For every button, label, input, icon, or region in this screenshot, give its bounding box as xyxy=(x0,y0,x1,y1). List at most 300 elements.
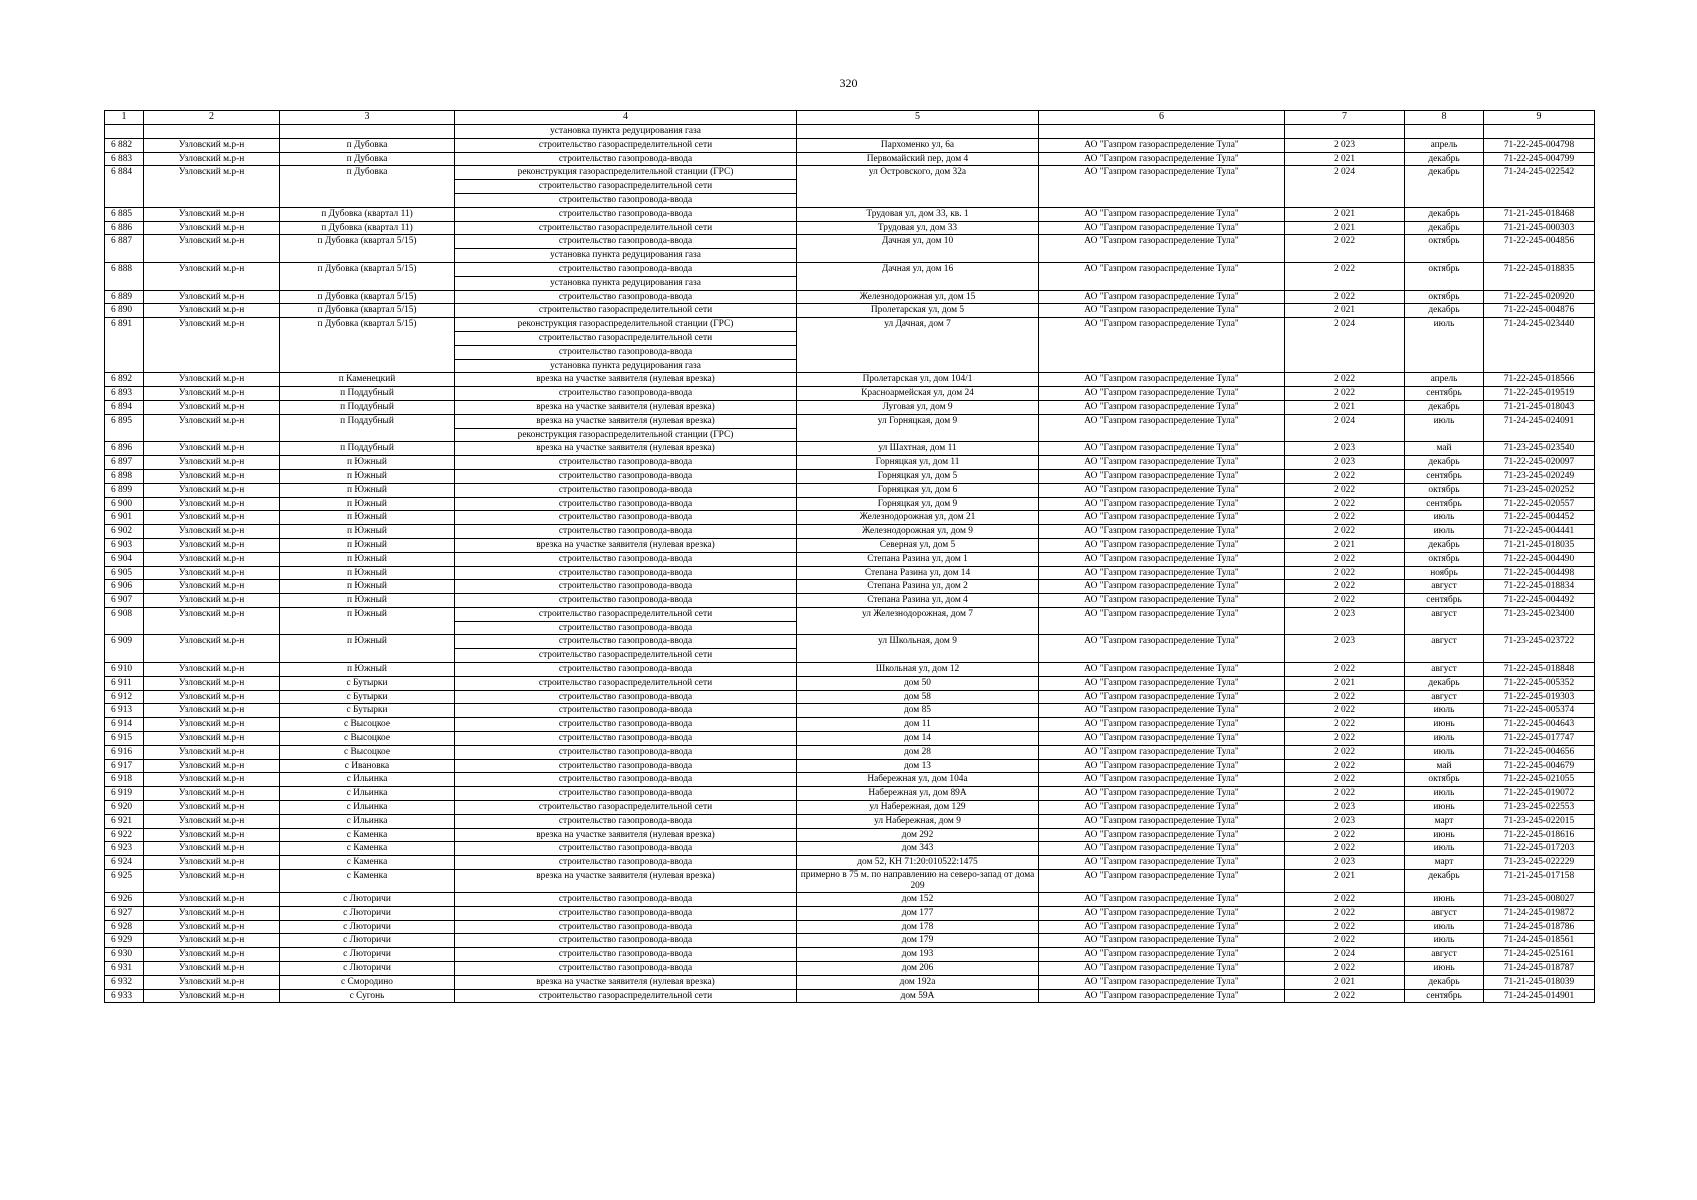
district-cell: Узловский м.р-н xyxy=(144,290,280,304)
code-cell: 71-22-245-004679 xyxy=(1484,759,1595,773)
code-cell: 71-22-245-021055 xyxy=(1484,773,1595,787)
record-number: 6 916 xyxy=(105,745,144,759)
locality-cell: п Дубовка xyxy=(280,166,455,207)
table-row xyxy=(105,607,1595,621)
month-cell: сентябрь xyxy=(1405,497,1484,511)
work-type-cell: строительство газопровода-ввода xyxy=(455,387,797,401)
record-number: 6 923 xyxy=(105,842,144,856)
month-cell: декабрь xyxy=(1405,676,1484,690)
work-type-cell: строительство газопровода-ввода xyxy=(455,920,797,934)
year-cell: 2 022 xyxy=(1285,525,1405,539)
district-cell: Узловский м.р-н xyxy=(144,948,280,962)
year-cell: 2 022 xyxy=(1285,511,1405,525)
record-number: 6 903 xyxy=(105,538,144,552)
work-type-cell: строительство газопровода-ввода xyxy=(455,814,797,828)
district-cell: Узловский м.р-н xyxy=(144,414,280,442)
code-cell: 71-24-245-018787 xyxy=(1484,962,1595,976)
address-cell: Луговая ул, дом 9 xyxy=(797,400,1039,414)
month-cell xyxy=(1405,125,1484,139)
address-cell: Горняцкая ул, дом 11 xyxy=(797,456,1039,470)
month-cell: июль xyxy=(1405,745,1484,759)
table-row xyxy=(105,635,1595,649)
district-cell: Узловский м.р-н xyxy=(144,828,280,842)
record-number: 6 901 xyxy=(105,511,144,525)
organization-cell: АО "Газпром газораспределение Тула" xyxy=(1039,387,1285,401)
record-number: 6 931 xyxy=(105,962,144,976)
organization-cell: АО "Газпром газораспределение Тула" xyxy=(1039,842,1285,856)
address-cell: Степана Разина ул, дом 2 xyxy=(797,580,1039,594)
locality-cell: п Дубовка xyxy=(280,138,455,152)
month-cell: май xyxy=(1405,442,1484,456)
work-type-cell: строительство газопровода-ввода xyxy=(455,193,797,207)
address-cell: ул Островского, дом 32а xyxy=(797,166,1039,207)
month-cell: июнь xyxy=(1405,962,1484,976)
work-type-cell: строительство газораспределительной сети xyxy=(455,989,797,1003)
table-row xyxy=(105,842,1595,856)
code-cell: 71-22-245-004498 xyxy=(1484,566,1595,580)
locality-cell: с Каменка xyxy=(280,870,455,893)
work-type-cell: строительство газораспределительной сети xyxy=(455,676,797,690)
year-cell: 2 022 xyxy=(1285,906,1405,920)
year-cell: 2 024 xyxy=(1285,166,1405,207)
code-cell: 71-22-245-020097 xyxy=(1484,456,1595,470)
year-cell: 2 021 xyxy=(1285,207,1405,221)
year-cell: 2 024 xyxy=(1285,948,1405,962)
address-cell: Железнодорожная ул, дом 9 xyxy=(797,525,1039,539)
year-cell: 2 022 xyxy=(1285,690,1405,704)
month-cell: сентябрь xyxy=(1405,469,1484,483)
locality-cell: п Дубовка (квартал 5/15) xyxy=(280,290,455,304)
locality-cell: п Южный xyxy=(280,552,455,566)
work-type-cell: строительство газопровода-ввода xyxy=(455,152,797,166)
month-cell: декабрь xyxy=(1405,975,1484,989)
table-row xyxy=(105,483,1595,497)
month-cell: декабрь xyxy=(1405,166,1484,207)
record-number: 6 911 xyxy=(105,676,144,690)
address-cell: Трудовая ул, дом 33 xyxy=(797,221,1039,235)
year-cell xyxy=(1285,125,1405,139)
district-cell: Узловский м.р-н xyxy=(144,152,280,166)
month-cell: сентябрь xyxy=(1405,387,1484,401)
organization-cell: АО "Газпром газораспределение Тула" xyxy=(1039,483,1285,497)
work-type-cell: врезка на участке заявителя (нулевая врезка) xyxy=(455,373,797,387)
month-cell: июль xyxy=(1405,842,1484,856)
table-row xyxy=(105,538,1595,552)
code-cell: 71-23-245-022015 xyxy=(1484,814,1595,828)
year-cell: 2 022 xyxy=(1285,469,1405,483)
work-type-cell: врезка на участке заявителя (нулевая врезка) xyxy=(455,442,797,456)
code-cell: 71-21-245-018035 xyxy=(1484,538,1595,552)
code-cell: 71-22-245-004656 xyxy=(1484,745,1595,759)
district-cell: Узловский м.р-н xyxy=(144,759,280,773)
year-cell: 2 023 xyxy=(1285,801,1405,815)
code-cell: 71-24-245-018561 xyxy=(1484,934,1595,948)
organization-cell: АО "Газпром газораспределение Тула" xyxy=(1039,373,1285,387)
record-number: 6 904 xyxy=(105,552,144,566)
code-cell: 71-24-245-022542 xyxy=(1484,166,1595,207)
record-number: 6 884 xyxy=(105,166,144,207)
work-type-cell: строительство газопровода-ввода xyxy=(455,773,797,787)
address-cell: Пархоменко ул, 6а xyxy=(797,138,1039,152)
month-cell: июнь xyxy=(1405,828,1484,842)
record-number: 6 919 xyxy=(105,787,144,801)
organization-cell: АО "Газпром газораспределение Тула" xyxy=(1039,906,1285,920)
district-cell: Узловский м.р-н xyxy=(144,745,280,759)
district-cell: Узловский м.р-н xyxy=(144,773,280,787)
column-header: 7 xyxy=(1285,111,1405,125)
locality-cell: с Ивановка xyxy=(280,759,455,773)
locality-cell: п Поддубный xyxy=(280,387,455,401)
year-cell: 2 023 xyxy=(1285,138,1405,152)
column-header: 6 xyxy=(1039,111,1285,125)
locality-cell: п Дубовка xyxy=(280,152,455,166)
code-cell: 71-24-245-023440 xyxy=(1484,318,1595,373)
locality-cell: п Поддубный xyxy=(280,442,455,456)
work-type-cell: врезка на участке заявителя (нулевая врезка) xyxy=(455,400,797,414)
work-type-cell: врезка на участке заявителя (нулевая врезка) xyxy=(455,828,797,842)
month-cell: июль xyxy=(1405,414,1484,442)
table-row xyxy=(105,221,1595,235)
organization-cell xyxy=(1039,125,1285,139)
organization-cell: АО "Газпром газораспределение Тула" xyxy=(1039,704,1285,718)
code-cell: 71-24-245-024091 xyxy=(1484,414,1595,442)
year-cell: 2 022 xyxy=(1285,566,1405,580)
address-cell: Железнодорожная ул, дом 15 xyxy=(797,290,1039,304)
district-cell: Узловский м.р-н xyxy=(144,318,280,373)
month-cell: апрель xyxy=(1405,138,1484,152)
work-type-cell: строительство газопровода-ввода xyxy=(455,690,797,704)
year-cell: 2 023 xyxy=(1285,456,1405,470)
month-cell: июль xyxy=(1405,787,1484,801)
work-type-cell: реконструкция газораспределительной станции (ГРС) xyxy=(455,166,797,180)
address-cell: дом 13 xyxy=(797,759,1039,773)
work-type-cell: строительство газопровода-ввода xyxy=(455,663,797,677)
record-number: 6 900 xyxy=(105,497,144,511)
table-row xyxy=(105,414,1595,428)
address-cell: примерно в 75 м. по направлению на северо-запад от дома 209 xyxy=(797,870,1039,893)
work-type-cell: строительство газораспределительной сети xyxy=(455,138,797,152)
code-cell: 71-22-245-020920 xyxy=(1484,290,1595,304)
district-cell: Узловский м.р-н xyxy=(144,989,280,1003)
record-number: 6 918 xyxy=(105,773,144,787)
address-cell: Дачная ул, дом 16 xyxy=(797,262,1039,290)
column-header: 1 xyxy=(105,111,144,125)
district-cell: Узловский м.р-н xyxy=(144,456,280,470)
organization-cell: АО "Газпром газораспределение Тула" xyxy=(1039,690,1285,704)
code-cell: 71-23-245-020252 xyxy=(1484,483,1595,497)
district-cell: Узловский м.р-н xyxy=(144,483,280,497)
table-row xyxy=(105,125,1595,139)
year-cell: 2 022 xyxy=(1285,594,1405,608)
work-type-cell: строительство газопровода-ввода xyxy=(455,934,797,948)
work-type-cell: строительство газопровода-ввода xyxy=(455,842,797,856)
organization-cell: АО "Газпром газораспределение Тула" xyxy=(1039,594,1285,608)
year-cell: 2 023 xyxy=(1285,635,1405,663)
year-cell: 2 022 xyxy=(1285,704,1405,718)
code-cell: 71-22-245-018616 xyxy=(1484,828,1595,842)
district-cell: Узловский м.р-н xyxy=(144,814,280,828)
month-cell: июль xyxy=(1405,318,1484,373)
work-type-cell: строительство газораспределительной сети xyxy=(455,801,797,815)
work-type-cell: строительство газопровода-ввода xyxy=(455,745,797,759)
record-number: 6 910 xyxy=(105,663,144,677)
district-cell: Узловский м.р-н xyxy=(144,842,280,856)
locality-cell: п Дубовка (квартал 5/15) xyxy=(280,304,455,318)
table-row xyxy=(105,975,1595,989)
locality-cell: п Южный xyxy=(280,580,455,594)
district-cell: Узловский м.р-н xyxy=(144,138,280,152)
year-cell: 2 022 xyxy=(1285,934,1405,948)
year-cell: 2 024 xyxy=(1285,414,1405,442)
district-cell: Узловский м.р-н xyxy=(144,207,280,221)
year-cell: 2 022 xyxy=(1285,290,1405,304)
address-cell: Первомайский пер, дом 4 xyxy=(797,152,1039,166)
district-cell: Узловский м.р-н xyxy=(144,262,280,290)
column-header: 5 xyxy=(797,111,1039,125)
organization-cell: АО "Газпром газораспределение Тула" xyxy=(1039,773,1285,787)
work-type-cell: строительство газопровода-ввода xyxy=(455,621,797,635)
table-row xyxy=(105,497,1595,511)
district-cell xyxy=(144,125,280,139)
record-number xyxy=(105,125,144,139)
month-cell: август xyxy=(1405,635,1484,663)
table-row xyxy=(105,318,1595,332)
column-header: 9 xyxy=(1484,111,1595,125)
organization-cell: АО "Газпром газораспределение Тула" xyxy=(1039,856,1285,870)
district-cell: Узловский м.р-н xyxy=(144,387,280,401)
month-cell: август xyxy=(1405,906,1484,920)
locality-cell: п Южный xyxy=(280,456,455,470)
address-cell: ул Железнодорожная, дом 7 xyxy=(797,607,1039,635)
district-cell: Узловский м.р-н xyxy=(144,607,280,635)
table-row xyxy=(105,469,1595,483)
page-number: 320 xyxy=(839,76,858,90)
district-cell: Узловский м.р-н xyxy=(144,920,280,934)
record-number: 6 925 xyxy=(105,870,144,893)
table-row xyxy=(105,525,1595,539)
month-cell: июль xyxy=(1405,704,1484,718)
work-type-cell: строительство газораспределительной сети xyxy=(455,304,797,318)
address-cell: Набережная ул, дом 104а xyxy=(797,773,1039,787)
work-type-cell: врезка на участке заявителя (нулевая врезка) xyxy=(455,414,797,428)
month-cell: июнь xyxy=(1405,801,1484,815)
locality-cell: п Дубовка (квартал 5/15) xyxy=(280,318,455,373)
organization-cell: АО "Газпром газораспределение Тула" xyxy=(1039,538,1285,552)
address-cell: Степана Разина ул, дом 4 xyxy=(797,594,1039,608)
work-type-cell: реконструкция газораспределительной станции (ГРС) xyxy=(455,428,797,442)
work-type-cell: строительство газопровода-ввода xyxy=(455,732,797,746)
address-cell: ул Набережная, дом 9 xyxy=(797,814,1039,828)
column-header: 2 xyxy=(144,111,280,125)
work-type-cell: строительство газораспределительной сети xyxy=(455,221,797,235)
month-cell: июль xyxy=(1405,511,1484,525)
code-cell: 71-23-245-023540 xyxy=(1484,442,1595,456)
address-cell: Набережная ул, дом 89А xyxy=(797,787,1039,801)
organization-cell: АО "Газпром газораспределение Тула" xyxy=(1039,152,1285,166)
locality-cell: с Каменка xyxy=(280,856,455,870)
organization-cell: АО "Газпром газораспределение Тула" xyxy=(1039,525,1285,539)
work-type-cell: врезка на участке заявителя (нулевая врезка) xyxy=(455,538,797,552)
address-cell: дом 59А xyxy=(797,989,1039,1003)
work-type-cell: строительство газопровода-ввода xyxy=(455,497,797,511)
table-row xyxy=(105,948,1595,962)
organization-cell: АО "Газпром газораспределение Тула" xyxy=(1039,235,1285,263)
work-type-cell: строительство газораспределительной сети xyxy=(455,331,797,345)
record-number: 6 922 xyxy=(105,828,144,842)
organization-cell: АО "Газпром газораспределение Тула" xyxy=(1039,989,1285,1003)
code-cell: 71-24-245-018786 xyxy=(1484,920,1595,934)
district-cell: Узловский м.р-н xyxy=(144,525,280,539)
organization-cell: АО "Газпром газораспределение Тула" xyxy=(1039,676,1285,690)
table-row xyxy=(105,138,1595,152)
locality-cell: п Южный xyxy=(280,663,455,677)
work-type-cell: строительство газопровода-ввода xyxy=(455,456,797,470)
organization-cell: АО "Газпром газораспределение Тула" xyxy=(1039,635,1285,663)
organization-cell: АО "Газпром газораспределение Тула" xyxy=(1039,893,1285,907)
district-cell: Узловский м.р-н xyxy=(144,934,280,948)
locality-cell: с Каменка xyxy=(280,842,455,856)
code-cell: 71-23-245-022553 xyxy=(1484,801,1595,815)
year-cell: 2 022 xyxy=(1285,497,1405,511)
table-row xyxy=(105,934,1595,948)
address-cell: дом 11 xyxy=(797,718,1039,732)
district-cell: Узловский м.р-н xyxy=(144,552,280,566)
organization-cell: АО "Газпром газораспределение Тула" xyxy=(1039,469,1285,483)
record-number: 6 905 xyxy=(105,566,144,580)
address-cell: Железнодорожная ул, дом 21 xyxy=(797,511,1039,525)
month-cell: март xyxy=(1405,814,1484,828)
organization-cell: АО "Газпром газораспределение Тула" xyxy=(1039,787,1285,801)
locality-cell: с Ильинка xyxy=(280,773,455,787)
district-cell: Узловский м.р-н xyxy=(144,893,280,907)
locality-cell: п Южный xyxy=(280,525,455,539)
table-row xyxy=(105,814,1595,828)
table-row xyxy=(105,773,1595,787)
address-cell xyxy=(797,125,1039,139)
organization-cell: АО "Газпром газораспределение Тула" xyxy=(1039,290,1285,304)
organization-cell: АО "Газпром газораспределение Тула" xyxy=(1039,948,1285,962)
year-cell: 2 022 xyxy=(1285,483,1405,497)
work-type-cell: строительство газопровода-ввода xyxy=(455,345,797,359)
year-cell: 2 022 xyxy=(1285,962,1405,976)
locality-cell: п Поддубный xyxy=(280,414,455,442)
locality-cell: с Люторичи xyxy=(280,948,455,962)
table-row xyxy=(105,580,1595,594)
organization-cell: АО "Газпром газораспределение Тула" xyxy=(1039,138,1285,152)
table-row xyxy=(105,152,1595,166)
code-cell: 71-23-245-008027 xyxy=(1484,893,1595,907)
address-cell: дом 50 xyxy=(797,676,1039,690)
work-type-cell: врезка на участке заявителя (нулевая врезка) xyxy=(455,870,797,893)
work-type-cell: строительство газопровода-ввода xyxy=(455,856,797,870)
work-type-cell: строительство газопровода-ввода xyxy=(455,759,797,773)
month-cell: октябрь xyxy=(1405,483,1484,497)
work-type-cell: строительство газопровода-ввода xyxy=(455,207,797,221)
record-number: 6 914 xyxy=(105,718,144,732)
record-number: 6 894 xyxy=(105,400,144,414)
month-cell: август xyxy=(1405,580,1484,594)
work-type-cell: строительство газопровода-ввода xyxy=(455,635,797,649)
record-number: 6 902 xyxy=(105,525,144,539)
code-cell: 71-21-245-017158 xyxy=(1484,870,1595,893)
address-cell: ул Горняцкая, дом 9 xyxy=(797,414,1039,442)
address-cell: дом 85 xyxy=(797,704,1039,718)
table-row xyxy=(105,235,1595,249)
table-row xyxy=(105,704,1595,718)
year-cell: 2 021 xyxy=(1285,304,1405,318)
record-number: 6 924 xyxy=(105,856,144,870)
address-cell: дом 206 xyxy=(797,962,1039,976)
year-cell: 2 021 xyxy=(1285,400,1405,414)
district-cell: Узловский м.р-н xyxy=(144,676,280,690)
table-row xyxy=(105,663,1595,677)
month-cell: октябрь xyxy=(1405,235,1484,263)
year-cell: 2 022 xyxy=(1285,552,1405,566)
record-number: 6 920 xyxy=(105,801,144,815)
code-cell: 71-22-245-019072 xyxy=(1484,787,1595,801)
table-row xyxy=(105,207,1595,221)
code-cell: 71-22-245-004441 xyxy=(1484,525,1595,539)
locality-cell: с Ильинка xyxy=(280,814,455,828)
month-cell: апрель xyxy=(1405,373,1484,387)
district-cell: Узловский м.р-н xyxy=(144,870,280,893)
locality-cell: с Люторичи xyxy=(280,962,455,976)
district-cell: Узловский м.р-н xyxy=(144,801,280,815)
record-number: 6 895 xyxy=(105,414,144,442)
district-cell: Узловский м.р-н xyxy=(144,975,280,989)
table-row xyxy=(105,828,1595,842)
month-cell: декабрь xyxy=(1405,870,1484,893)
record-number: 6 885 xyxy=(105,207,144,221)
district-cell: Узловский м.р-н xyxy=(144,704,280,718)
work-type-cell: строительство газопровода-ввода xyxy=(455,469,797,483)
address-cell: Степана Разина ул, дом 14 xyxy=(797,566,1039,580)
year-cell: 2 023 xyxy=(1285,442,1405,456)
record-number: 6 907 xyxy=(105,594,144,608)
code-cell: 71-22-245-018566 xyxy=(1484,373,1595,387)
code-cell: 71-21-245-018039 xyxy=(1484,975,1595,989)
locality-cell: с Высоцкое xyxy=(280,718,455,732)
table-row xyxy=(105,759,1595,773)
locality-cell: с Люторичи xyxy=(280,893,455,907)
address-cell: дом 14 xyxy=(797,732,1039,746)
locality-cell: с Люторичи xyxy=(280,906,455,920)
record-number: 6 930 xyxy=(105,948,144,962)
work-type-cell: строительство газопровода-ввода xyxy=(455,704,797,718)
address-cell: дом 177 xyxy=(797,906,1039,920)
district-cell: Узловский м.р-н xyxy=(144,469,280,483)
year-cell: 2 022 xyxy=(1285,373,1405,387)
table-row xyxy=(105,718,1595,732)
record-number: 6 912 xyxy=(105,690,144,704)
table-row xyxy=(105,442,1595,456)
locality-cell: с Высоцкое xyxy=(280,745,455,759)
table-row xyxy=(105,566,1595,580)
district-cell: Узловский м.р-н xyxy=(144,663,280,677)
registry-table xyxy=(104,110,1595,1003)
district-cell: Узловский м.р-н xyxy=(144,690,280,704)
table-row xyxy=(105,290,1595,304)
locality-cell: с Высоцкое xyxy=(280,732,455,746)
address-cell: Красноармейская ул, дом 24 xyxy=(797,387,1039,401)
address-cell: ул Шахтная, дом 11 xyxy=(797,442,1039,456)
organization-cell: АО "Газпром газораспределение Тула" xyxy=(1039,497,1285,511)
district-cell: Узловский м.р-н xyxy=(144,594,280,608)
locality-cell: п Южный xyxy=(280,483,455,497)
table-row xyxy=(105,552,1595,566)
month-cell: март xyxy=(1405,856,1484,870)
organization-cell: АО "Газпром газораспределение Тула" xyxy=(1039,718,1285,732)
